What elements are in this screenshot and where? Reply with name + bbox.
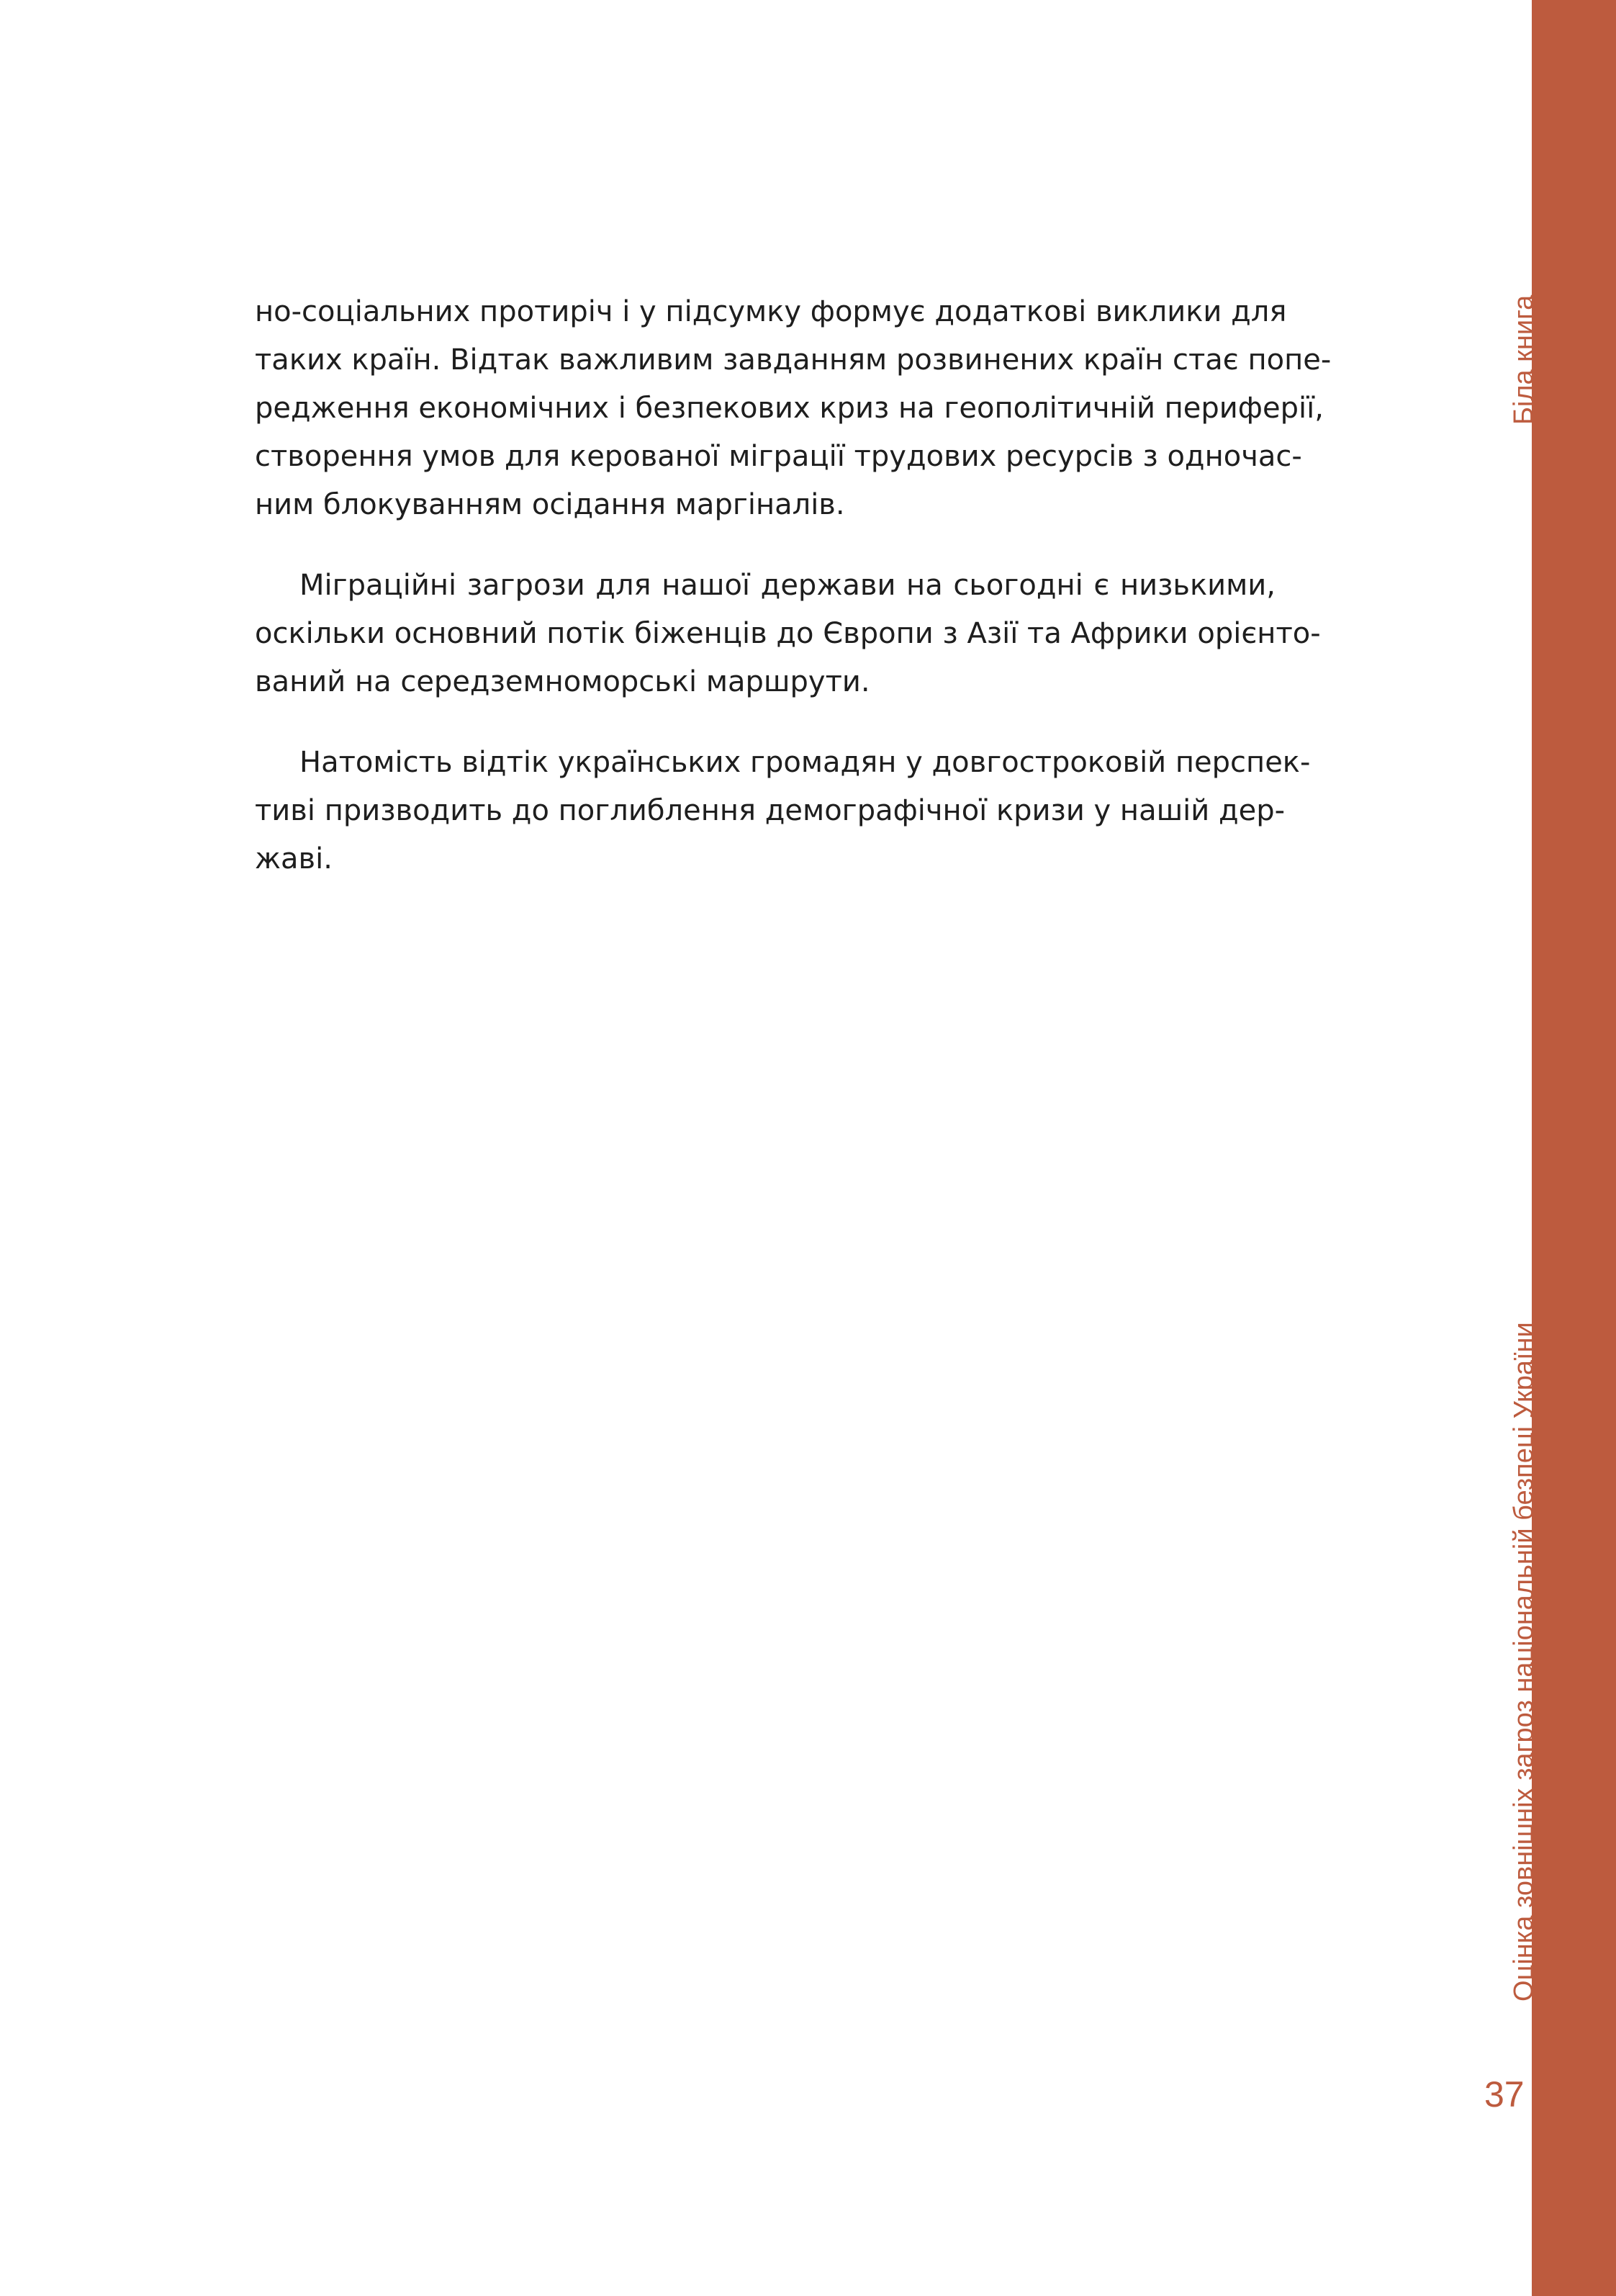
text-line: тиві призводить до поглиблення демографічної кризи у нашій дер- (255, 794, 1286, 827)
side-color-band (1532, 0, 1616, 2296)
text-line: Міграційні загрози для нашої держави на сьогодні є низькими, (299, 569, 1276, 602)
text-line: ваний на середземноморські маршрути. (255, 665, 870, 698)
paragraph-3 (255, 739, 1311, 883)
text-line: жаві. (255, 842, 333, 875)
paragraph-1 (255, 288, 1332, 529)
body-text (255, 288, 1332, 916)
running-header-section-title: Оцінка зовнішніх загроз національній безпеці України (1509, 1322, 1539, 2002)
text-line: ним блокуванням осідання маргіналів. (255, 488, 845, 521)
text-line: оскільки основний потік біженців до Європи з Азії та Африки орієнто- (255, 617, 1321, 650)
text-line: Натомість відтік українських громадян у довгостроковій перспек- (299, 746, 1311, 779)
text-line: створення умов для керованої міграції трудових ресурсів з одночас- (255, 440, 1302, 473)
text-line: таких країн. Відтак важливим завданням розвинених країн стає попе- (255, 343, 1332, 377)
text-line: но-соціальних протиріч і у підсумку формує додаткові виклики для (255, 295, 1287, 328)
page-number: 37 (1484, 2074, 1525, 2115)
paragraph-2 (255, 562, 1321, 706)
text-line: редження економічних і безпекових криз на геополітичній периферії, (255, 392, 1324, 425)
running-header-book-title: Біла книга (1509, 294, 1539, 425)
